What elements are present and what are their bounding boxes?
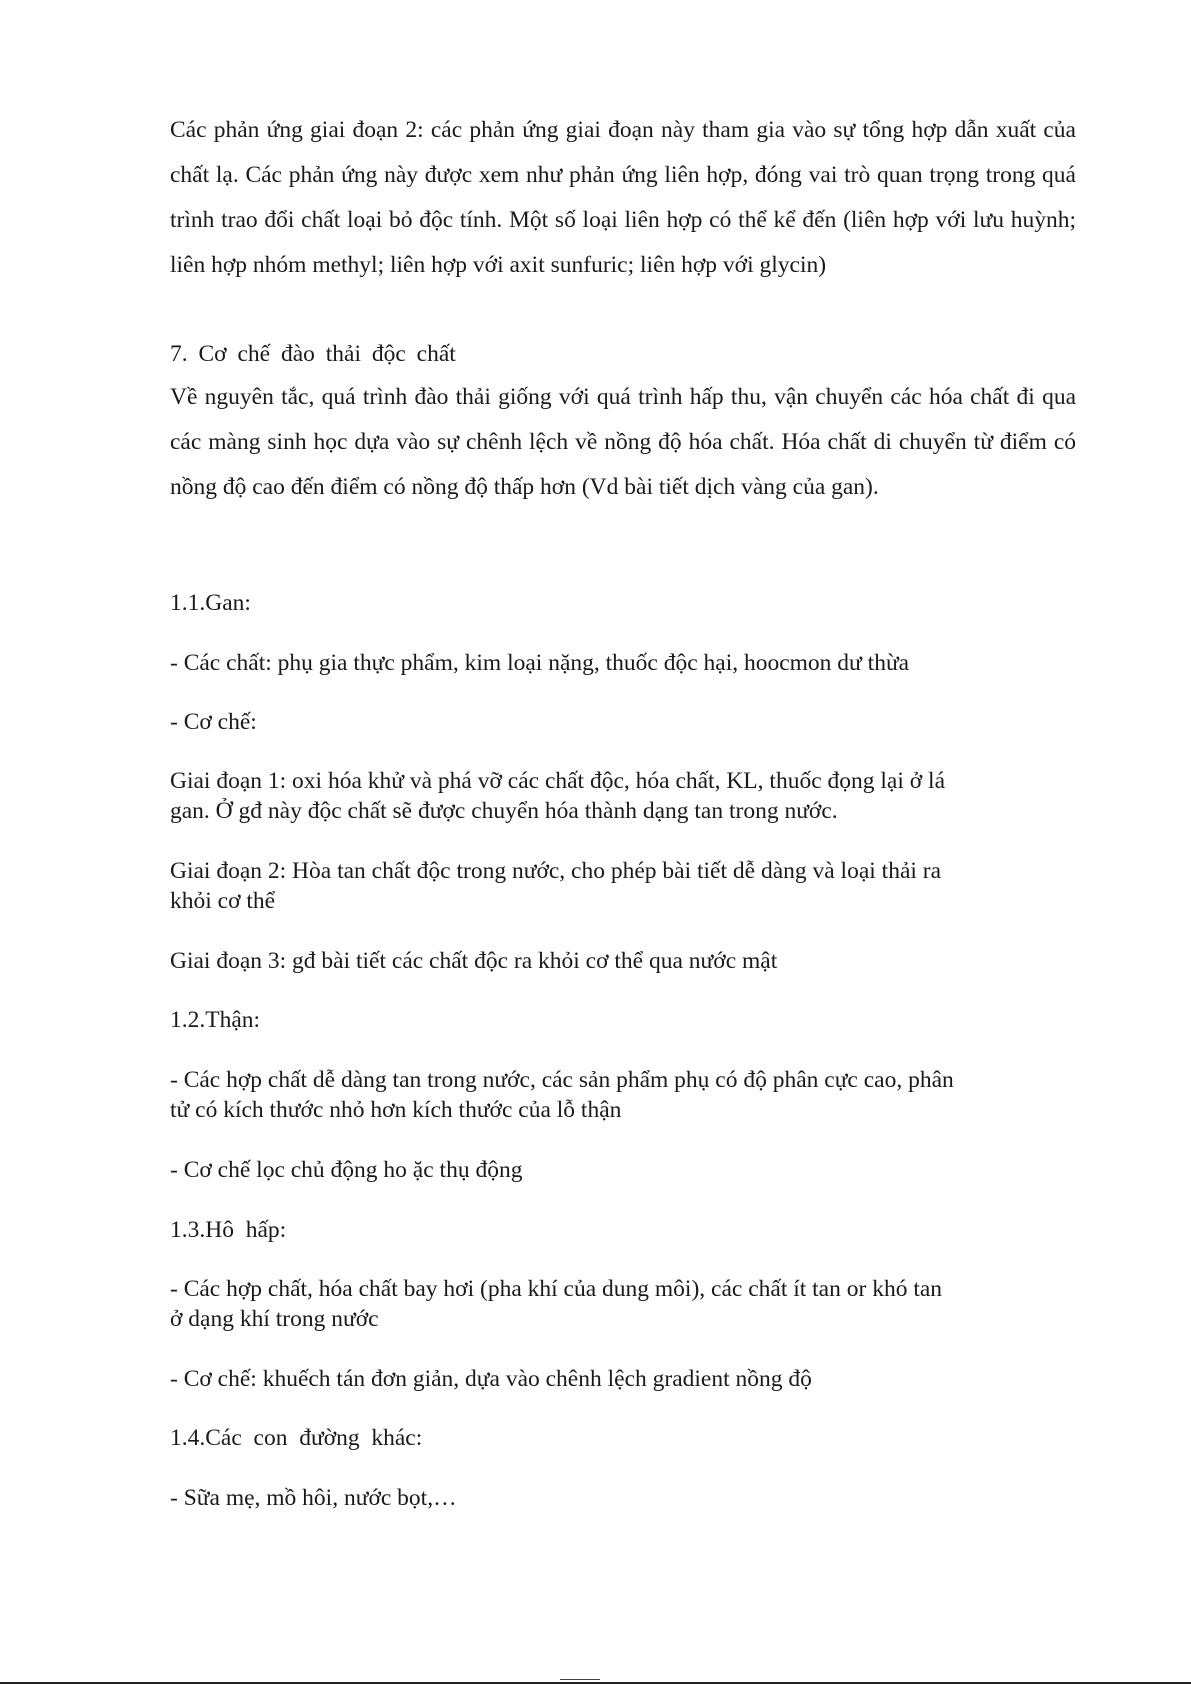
intro-paragraph: Các phản ứng giai đoạn 2: các phản ứng giai đoạn này tham gia vào sự tổng hợp dẫn xuất của chất lạ. Các phản ứng này được xem như phản ứng liên hợp, đóng vai trò quan trọng trong quá trình trao đổi chất loại bỏ độc tính. Một số loại liên hợp có thể kể đến (liên hợp với lưu huỳnh; liên hợp nhóm methyl; liên hợp với axit sunfuric; liên hợp với glycin) [170,117,1076,278]
liver-stage-3: Giai đoạn 3: gđ bài tiết các chất độc ra khỏi cơ thể qua nước mật [170,948,778,974]
respiration-mechanism: - Cơ chế: khuếch tán đơn giản, dựa vào chênh lệch gradient nồng độ [170,1366,812,1392]
other-routes-items: - Sữa mẹ, mồ hôi, nước bọt,… [170,1485,457,1511]
page-edge-mark [560,1679,600,1680]
liver-stage-2-line-2: khỏi cơ thể [170,888,276,914]
liver-mechanism-label: - Cơ chế: [170,709,257,735]
section-7-heading: 7. Cơ chế đào thải độc chất [170,341,456,367]
page-bottom-edge [0,1682,1191,1684]
liver-heading: 1.1.Gan: [170,590,251,616]
liver-stage-1-line-1: Giai đoạn 1: oxi hóa khử và phá vỡ các chất độc, hóa chất, KL, thuốc đọng lại ở lá [170,768,945,794]
liver-stage-1-line-2: gan. Ở gđ này độc chất sẽ được chuyển hóa thành dạng tan trong nước. [170,798,838,824]
kidney-mechanism: - Cơ chế lọc chủ động ho ặc thụ động [170,1157,523,1183]
other-routes-heading: 1.4.Các con đường khác: [170,1425,423,1451]
liver-substances: - Các chất: phụ gia thực phẩm, kim loại nặng, thuốc độc hại, hoocmon dư thừa [170,650,910,676]
kidney-heading: 1.2.Thận: [170,1007,261,1033]
respiration-heading: 1.3.Hô hấp: [170,1217,287,1243]
respiration-compounds-line-2: ở dạng khí trong nước [170,1306,379,1332]
kidney-compounds-line-1: - Các hợp chất dễ dàng tan trong nước, các sản phẩm phụ có độ phân cực cao, phân [170,1067,954,1093]
respiration-compounds-line-1: - Các hợp chất, hóa chất bay hơi (pha khí của dung môi), các chất ít tan or khó tan [170,1276,943,1302]
section-7-body: Về nguyên tắc, quá trình đào thải giống với quá trình hấp thu, vận chuyển các hóa chất đi qua các màng sinh học dựa vào sự chênh lệch về nồng độ hóa chất. Hóa chất di chuyển từ điểm có nồng độ cao đến điểm có nồng độ thấp hơn (Vd bài tiết dịch vàng của gan). [170,384,1076,500]
kidney-compounds-line-2: tử có kích thước nhỏ hơn kích thước của lỗ thận [170,1097,622,1123]
liver-stage-2-line-1: Giai đoạn 2: Hòa tan chất độc trong nước, cho phép bài tiết dễ dàng và loại thải ra [170,858,942,884]
